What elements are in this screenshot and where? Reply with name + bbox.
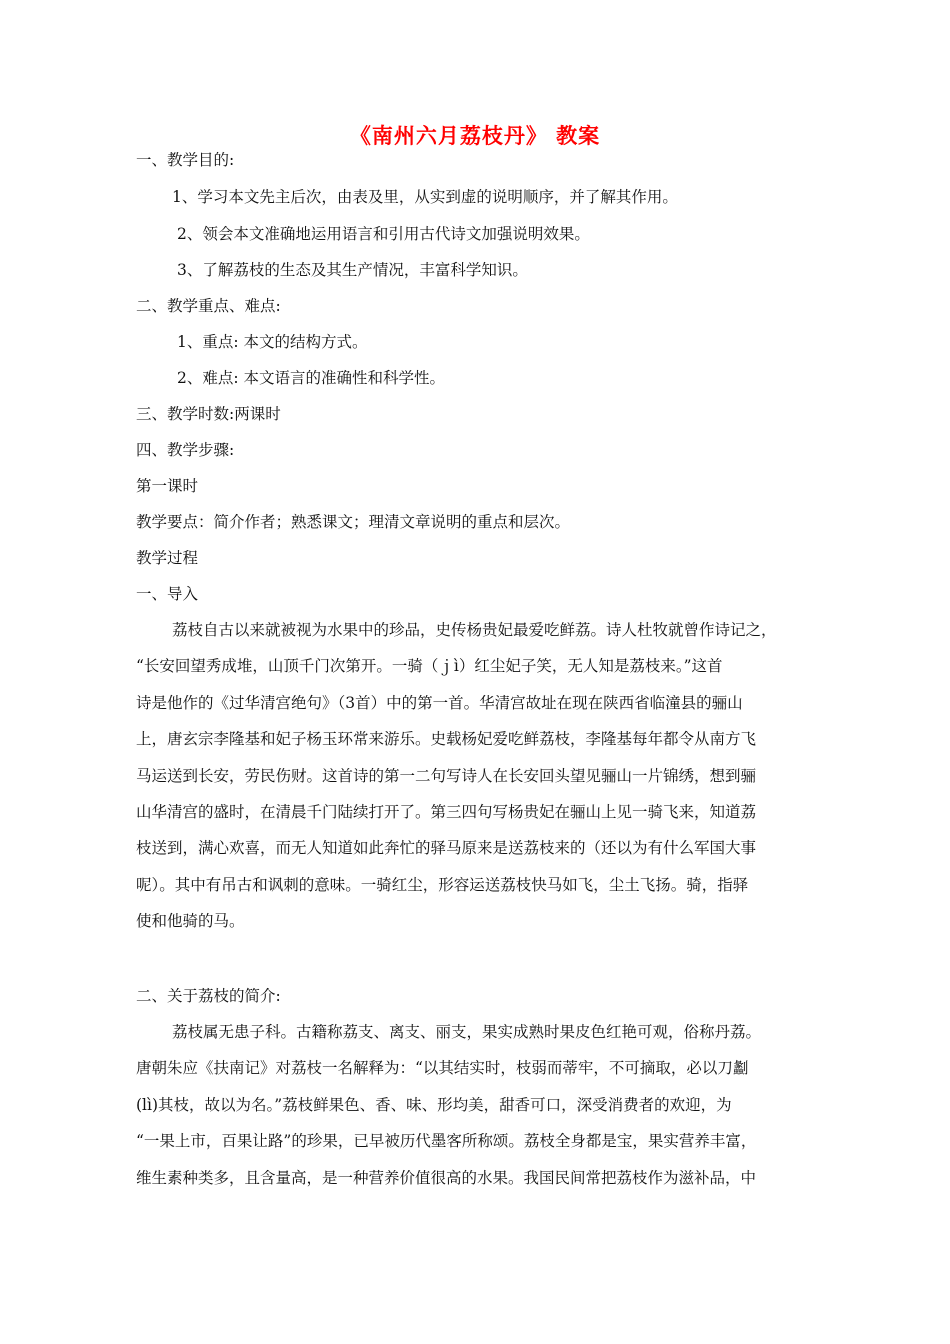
heading-lychee-intro: 二、关于荔枝的简介: [136,987,281,1005]
difficulty-item: 2、难点: 本文语言的准确性和科学性。 [177,369,446,387]
objective-item-1: 1、学习本文先主后次，由表及里，从实到虚的说明顺序，并了解其作用。 [172,188,678,206]
paragraph-line: 荔枝自古以来就被视为水果中的珍品，史传杨贵妃最爱吃鲜荔。诗人杜牧就曾作诗记之， [172,621,777,639]
paragraph-line: 枝送到，满心欢喜，而无人知道如此奔忙的驿马原来是送荔枝来的（还以为有什么军国大事 [136,839,757,858]
heading-introduction: 一、导入 [136,585,199,603]
paragraph-line: 唐朝朱应《扶南记》对荔枝一名解释为：“以其结实时，枝弱而蒂牢，不可摘取，必以刀劙 [136,1059,749,1078]
paragraph-line: 呢）。其中有吊古和讽刺的意味。一骑红尘，形容运送荔枝快马如飞，尘土飞扬。骑，指驿 [136,875,749,894]
teaching-key-points: 教学要点：简介作者；熟悉课文；理清文章说明的重点和层次。 [136,513,571,531]
paragraph-line: (lì)其枝，故以为名。”荔枝鲜果色、香、味、形均美，甜香可口，深受消费者的欢迎，为 [136,1095,732,1114]
document-title: 《南州六月荔枝丹》 教案 [349,124,601,148]
paragraph-line: 使和他骑的马。 [136,912,245,931]
introduction-paragraph [136,620,824,948]
heading-key-points: 二、教学重点、难点: [136,297,281,315]
teaching-process-label: 教学过程 [136,549,199,567]
lychee-intro-paragraph [136,1022,824,1204]
lesson-one-label: 第一课时 [136,477,199,495]
heading-class-hours: 三、教学时数:两课时 [136,405,281,423]
key-point-item: 1、重点: 本文的结构方式。 [177,333,368,351]
heading-objectives: 一、教学目的: [136,151,235,169]
heading-teaching-steps: 四、教学步骤: [136,441,235,459]
paragraph-line: 诗是他作的《过华清宫绝句》（3首）中的第一首。华清宫故址在现在陕西省临潼县的骊山 [136,693,743,712]
paragraph-line: 马运送到长安，劳民伤财。这首诗的第一二句写诗人在长安回头望见骊山一片锦绣，想到骊 [136,766,757,785]
objective-item-2: 2、领会本文准确地运用语言和引用古代诗文加强说明效果。 [177,225,590,243]
paragraph-line: 山华清宫的盛时，在清晨千门陆续打开了。第三四句写杨贵妃在骊山上见一骑飞来，知道荔 [136,802,757,821]
paragraph-line: 上，唐玄宗李隆基和妃子杨玉环常来游乐。史载杨妃爱吃鲜荔枝，李隆基每年都令从南方飞 [136,730,757,749]
paragraph-line: “一果上市，百果让路”的珍果，已早被历代墨客所称颂。荔枝全身都是宝，果实营养丰富， [136,1132,757,1151]
paragraph-line: “长安回望秀成堆，山顶千门次第开。一骑（ｊì）红尘妃子笑，无人知是荔枝来。”这首 [136,657,723,676]
paragraph-line: 维生素种类多，且含量高，是一种营养价值很高的水果。我国民间常把荔枝作为滋补品，中 [136,1168,757,1187]
objective-item-3: 3、了解荔枝的生态及其生产情况，丰富科学知识。 [177,261,528,279]
paragraph-line: 荔枝属无患子科。古籍称荔支、离支、丽支，果实成熟时果皮色红艳可观，俗称丹荔。 [172,1023,762,1041]
